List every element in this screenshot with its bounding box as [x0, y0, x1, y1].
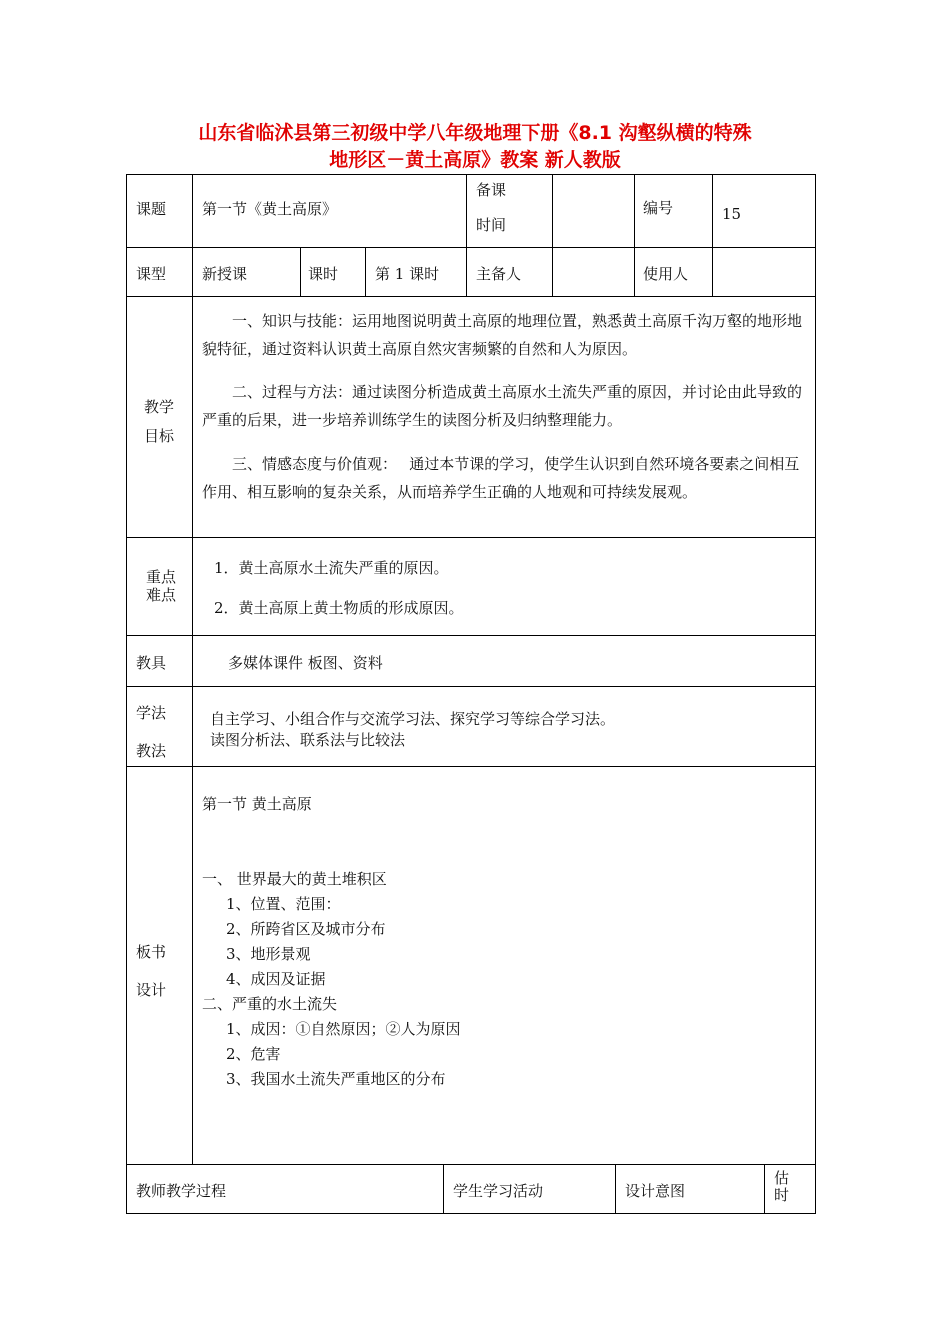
methods-line-2: 读图分析法、联系法与比较法 [210, 731, 406, 749]
methods-line-1: 自主学习、小组合作与交流学习法、探究学习等综合学习法。 [210, 710, 616, 728]
key-point-2: 2．黄土高原上黄土物质的形成原因。 [214, 599, 464, 617]
board-line: 4、成因及证据 [226, 970, 326, 988]
key-point-1: 1．黄土高原水土流失严重的原因。 [214, 559, 449, 577]
goals-label-2: 目标 [144, 427, 175, 445]
table-divider [300, 247, 301, 296]
board-line: 二、严重的水土流失 [202, 995, 338, 1013]
topic-value: 第一节《黄土高原》 [202, 200, 338, 218]
board-line: 1、成因：①自然原因；②人为原因 [226, 1020, 461, 1038]
time-estimate-header-1: 估 [774, 1169, 790, 1187]
key-points-label-2: 难点 [146, 586, 177, 604]
period-label: 课时 [308, 265, 339, 283]
table-divider [365, 247, 366, 296]
table-divider [126, 296, 816, 297]
preparer-label: 主备人 [476, 265, 522, 283]
prep-time-label-2: 时间 [476, 216, 507, 234]
goals-attitude: 三、情感态度与价值观： 通过本节课的学习，使学生认识到自然环境各要素之间相互作用、相互影响的复杂关系，从而培养学生正确的人地观和可持续发展观。 [202, 455, 800, 501]
goals-process: 二、过程与方法：通过读图分析造成黄土高原水土流失严重的原因，并讨论由此导致的严重的后果，进一步培养训练学生的读图分析及归纳整理能力。 [202, 383, 803, 429]
table-divider [126, 766, 816, 767]
label-column-divider [192, 174, 193, 1165]
table-divider [126, 537, 816, 538]
document-title [0, 120, 950, 174]
methods-label-1: 学法 [136, 704, 167, 722]
table-border-right [815, 174, 816, 1214]
prep-time-label-1: 备课 [476, 181, 507, 199]
goals-knowledge: 一、知识与技能：运用地图说明黄土高原的地理位置，熟悉黄土高原千沟万壑的地形地貌特征，通过资料认识黄土高原自然灾害频繁的自然和人为原因。 [202, 312, 803, 358]
key-points-label-1: 重点 [146, 568, 177, 586]
table-border-left [126, 174, 127, 1214]
table-divider [552, 174, 553, 247]
teacher-process-header: 教师教学过程 [136, 1182, 227, 1200]
table-divider [126, 1164, 816, 1165]
board-label-1: 板书 [136, 943, 167, 961]
board-line: 3、我国水土流失严重地区的分布 [226, 1070, 446, 1088]
table-divider [466, 247, 467, 296]
tools-label: 教具 [136, 654, 167, 672]
table-divider [764, 1164, 765, 1213]
board-heading: 第一节 黄土高原 [202, 795, 312, 813]
table-divider [712, 174, 713, 296]
table-divider [443, 1164, 444, 1213]
table-divider [126, 686, 816, 687]
board-line: 2、所跨省区及城市分布 [226, 920, 386, 938]
methods-label-2: 教法 [136, 742, 167, 760]
board-line: 一、 世界最大的黄土堆积区 [202, 870, 387, 888]
type-label: 课型 [136, 265, 167, 283]
period-value: 第 1 课时 [375, 265, 440, 283]
type-value: 新授课 [202, 265, 248, 283]
table-divider [615, 1164, 616, 1213]
number-label: 编号 [643, 199, 674, 217]
topic-label: 课题 [136, 200, 167, 218]
number-value: 15 [722, 205, 742, 223]
table-border-bottom [126, 1213, 816, 1214]
goals-label-1: 教学 [144, 398, 175, 416]
board-label-2: 设计 [136, 981, 167, 999]
board-line: 2、危害 [226, 1045, 281, 1063]
user-label: 使用人 [643, 265, 689, 283]
table-divider [552, 247, 553, 296]
tools-value: 多媒体课件 板图、资料 [228, 654, 383, 672]
board-line: 1、位置、范围： [226, 895, 341, 913]
board-line: 3、地形景观 [226, 945, 311, 963]
time-estimate-header-2: 时 [774, 1186, 790, 1204]
document-title-line-1: 山东省临沭县第三初级中学八年级地理下册《8.1 沟壑纵横的特殊 [198, 122, 752, 144]
student-activity-header: 学生学习活动 [453, 1182, 544, 1200]
table-divider [126, 635, 816, 636]
table-divider [634, 174, 635, 296]
document-title-line-2: 地形区－黄土高原》教案 新人教版 [329, 149, 621, 171]
design-intent-header: 设计意图 [625, 1182, 686, 1200]
table-divider [466, 174, 467, 247]
